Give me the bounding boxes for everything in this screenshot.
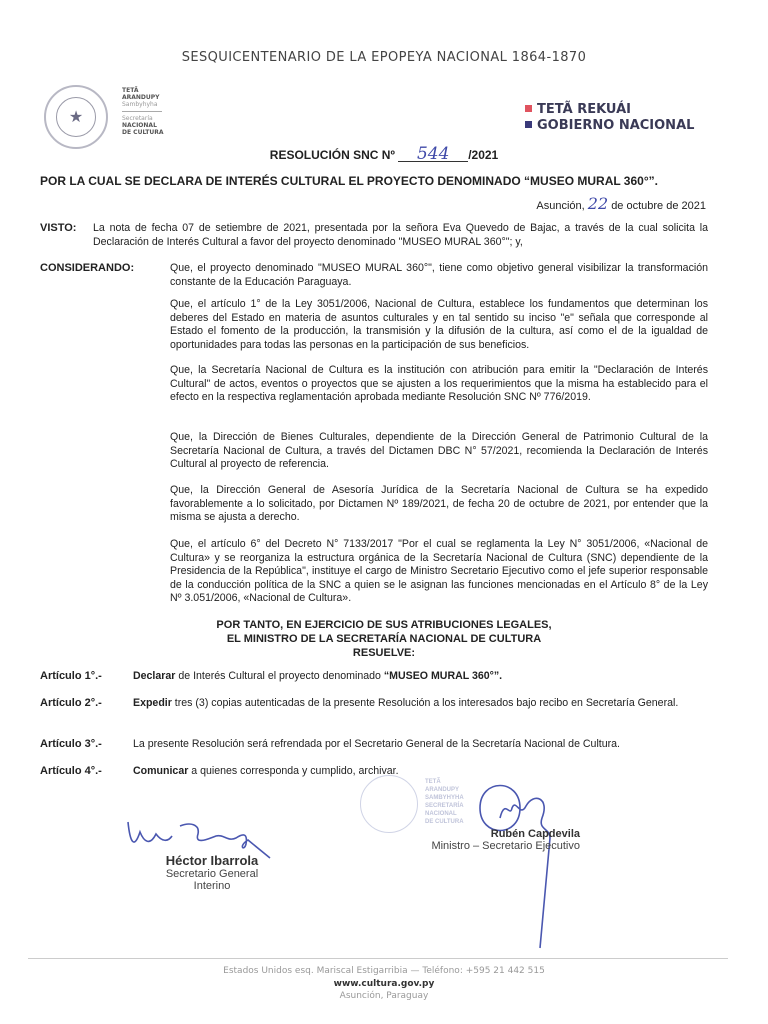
gov-logo-line2: GOBIERNO NACIONAL <box>537 118 695 133</box>
article-bold-tail: “MUSEO MURAL 360°”. <box>383 670 503 682</box>
article-body: tres (3) copias autenticadas de la presente Resolución a los interesados bajo recibo en Secretaría General. <box>171 697 679 709</box>
logo-line: ARANDUPY <box>122 94 160 101</box>
website-link[interactable]: www.cultura.gov.py <box>333 979 435 989</box>
signer-name: Rubén Capdevila <box>490 828 580 840</box>
official-stamp <box>360 775 418 833</box>
signature-block-left <box>148 853 276 892</box>
article-verb: Comunicar <box>133 765 189 777</box>
considerando-paragraph: Que, el proyecto denominado "MUSEO MURAL 360°", tiene como objetivo general visibilizar la transformación constante de la Educación Paraguaya. <box>170 262 708 288</box>
logo-line: Secretaría <box>122 115 153 122</box>
footer-city: Asunción, Paraguay <box>339 991 429 1001</box>
date-prefix: Asunción, <box>536 200 585 212</box>
ministry-logo-text <box>122 87 164 136</box>
article-verb: Expedir <box>133 697 172 709</box>
logo-line: TETÃ <box>122 87 139 94</box>
article-label: Artículo 1°.- <box>40 670 102 682</box>
article-text <box>133 670 708 684</box>
government-logo <box>525 102 694 134</box>
signer-name: Héctor Ibarrola <box>165 853 259 868</box>
resolve-line: POR TANTO, EN EJERCICIO DE SUS ATRIBUCIONES LEGALES, <box>216 619 552 631</box>
footer-divider <box>28 958 728 959</box>
considerando-paragraph: Que, el artículo 6° del Decreto N° 7133/2017 "Por el cual se reglamenta la Ley N° 3051/2006, «Nacional de Cultura» y se reorganiza la estructura orgánica de la Secretaría Nacional de Cultura (SNC) dependiente de la Presidencia de la República", instituye el cargo de Ministro Secretario Ejecutivo como el jefe superior responsable de la conducción política de la SNC a quien se le asignan las funciones mencionadas en el Artículo 8° de la Ley Nº 3.051/2006, «Nacional de Cultura». <box>170 538 708 604</box>
national-seal-logo <box>44 85 108 149</box>
article-label: Artículo 3°.- <box>40 738 102 750</box>
considerando-paragraph: Que, la Dirección General de Asesoría Jurídica de la Secretaría Nacional de Cultura se ha expedido favorablemente a lo solicitado, por Dictamen Nº 189/2021, de fecha 20 de octubre de 2021, por entender que la misma se ajusta a derecho. <box>170 484 708 523</box>
article-body: a quienes corresponda y cumplido, archivar. <box>188 765 399 777</box>
article-label: Artículo 2°.- <box>40 697 102 709</box>
resolve-line: RESUELVE: <box>352 647 416 659</box>
stamp-line: ARANDUPY <box>425 787 460 793</box>
gov-logo-line1: TETÃ REKUÁI <box>537 102 631 117</box>
logo-divider <box>122 111 162 112</box>
stamp-line: NACIONAL <box>425 811 457 817</box>
visto-text: La nota de fecha 07 de setiembre de 2021, presentada por la señora Eva Quevedo de Bajac, a través de la cual solicita la Declaración de Interés Cultural a favor del proyecto denominado "MUSEO MURAL 360°"; y, <box>93 222 708 248</box>
stamp-line: DE CULTURA <box>425 819 464 825</box>
resolve-heading <box>0 618 768 660</box>
article-label: Artículo 4°.- <box>40 765 102 777</box>
red-square-icon <box>525 105 532 112</box>
article-text <box>133 765 708 779</box>
considerando-label: CONSIDERANDO: <box>40 262 135 274</box>
resolution-year: /2021 <box>468 148 499 162</box>
resolve-line: EL MINISTRO DE LA SECRETARÍA NACIONAL DE CULTURA <box>226 633 542 645</box>
footer-website[interactable] <box>0 979 768 989</box>
logo-line: NACIONAL <box>122 122 157 129</box>
signer-role: Secretario General Interino <box>165 868 259 892</box>
signature-scribble-right <box>450 778 570 958</box>
stamp-line: TETÃ <box>425 779 441 785</box>
article-verb: Declarar <box>133 670 176 682</box>
handwritten-number: 544 <box>398 147 468 162</box>
commemorative-banner: SESQUICENTENARIO DE LA EPOPEYA NACIONAL 1864-1870 <box>181 50 587 65</box>
article-text <box>133 738 708 752</box>
date-suffix: de octubre de 2021 <box>611 200 706 212</box>
logo-line: DE CULTURA <box>122 129 164 136</box>
article-body: La presente Resolución será refrendada por el Secretario General de la Secretaría Nacional de Cultura. <box>133 738 621 750</box>
handwritten-day: 22 <box>587 194 609 213</box>
resolution-title: POR LA CUAL SE DECLARA DE INTERÉS CULTURAL EL PROYECTO DENOMINADO “MUSEO MURAL 360°”. <box>40 174 658 188</box>
stamp-line: SECRETARÍA <box>425 803 464 809</box>
resolution-prefix: RESOLUCIÓN SNC Nº <box>269 148 395 162</box>
considerando-paragraph: Que, la Secretaría Nacional de Cultura es la institución con atribución para emitir la "Declaración de Interés Cultural" de actos, eventos o proyectos que se ajusten a los requerimientos que la misma ha establecido para el efecto en la respectiva reglamentación aprobada mediante Resolución SNC Nº 776/2019. <box>170 364 708 403</box>
stamp-line: SAMBYHYHA <box>425 795 464 801</box>
article-body: de Interés Cultural el proyecto denominado <box>175 670 384 682</box>
resolution-number <box>0 144 768 164</box>
considerando-paragraph: Que, el artículo 1° de la Ley 3051/2006, Nacional de Cultura, establece los fundamentos que determinan los deberes del Estado en materia de asuntos culturales y en tal sentido su inciso "e" señala que corresponde al Estado el fomento de la producción, la transmisión y la difusión de la cultura, así como el de la igualdad de oportunidades para todas las personas en la participación de sus beneficios. <box>170 298 708 351</box>
star-icon: ★ <box>56 97 96 137</box>
article-text <box>133 697 708 711</box>
footer-address: Estados Unidos esq. Mariscal Estigarribia — Teléfono: +595 21 442 515 <box>223 966 545 976</box>
logo-line: Sambyhyha <box>122 101 158 108</box>
signer-role: Ministro – Secretario Ejecutivo <box>431 840 580 852</box>
signature-block-right <box>420 828 580 852</box>
resolution-date <box>536 194 706 213</box>
visto-label: VISTO: <box>40 222 77 234</box>
considerando-paragraph: Que, la Dirección de Bienes Culturales, dependiente de la Dirección General de Patrimonio Cultural de la Secretaría Nacional de Cultura, a través del Dictamen DBC N° 57/2021, recomienda la Declaración de Interés Cultural al proyecto de referencia. <box>170 431 708 470</box>
blue-square-icon <box>525 121 532 128</box>
